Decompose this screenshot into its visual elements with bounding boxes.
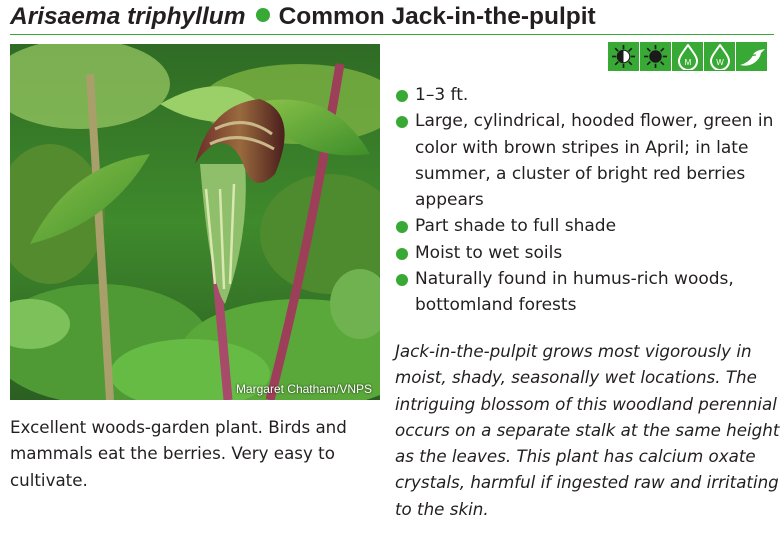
growing-conditions-icons: [608, 42, 767, 71]
scientific-name: Arisaema triphyllum: [10, 3, 246, 30]
jack-in-the-pulpit-illustration: [10, 44, 380, 400]
title-divider: [10, 34, 774, 35]
title-bullet-dot: [256, 8, 270, 22]
bird-icon: [736, 42, 767, 71]
moist-soil-drop-icon: [672, 42, 703, 71]
fact-habitat: Naturally found in humus-rich woods, bottomland forests: [396, 266, 776, 319]
full-shade-sun-icon: [640, 42, 671, 71]
page-title: [10, 1, 596, 33]
plant-description: Jack-in-the-pulpit grows most vigorously in moist, shady, seasonally wet locations. The intriguing blossom of this woodland perennial occurs on a separate stalk at the same height as the leaves. This plant has calcium oxate crystals, harmful if ingested raw and irritating to the skin.: [395, 341, 780, 519]
photo-caption: Excellent woods-garden plant. Birds and mammals eat the berries. Very easy to cultivate.: [10, 417, 347, 490]
photo-credit: Margaret Chatham/VNPS: [235, 382, 372, 396]
wet-soil-drop-icon: [704, 42, 735, 71]
svg-text:M: M: [684, 57, 691, 67]
fact-flower: Large, cylindrical, hooded flower, green in color with brown stripes in April; in late summer, a cluster of bright red berries appears: [396, 108, 776, 213]
common-name: Common Jack-in-the-pulpit: [278, 3, 596, 30]
fact-soil: Moist to wet soils: [396, 240, 776, 266]
part-shade-sun-icon: [608, 42, 639, 71]
svg-text:W: W: [715, 57, 724, 67]
fact-light: Part shade to full shade: [396, 213, 776, 239]
plant-facts-list: [396, 82, 776, 319]
plant-photo: [10, 44, 380, 400]
fact-height: 1–3 ft.: [396, 82, 776, 108]
